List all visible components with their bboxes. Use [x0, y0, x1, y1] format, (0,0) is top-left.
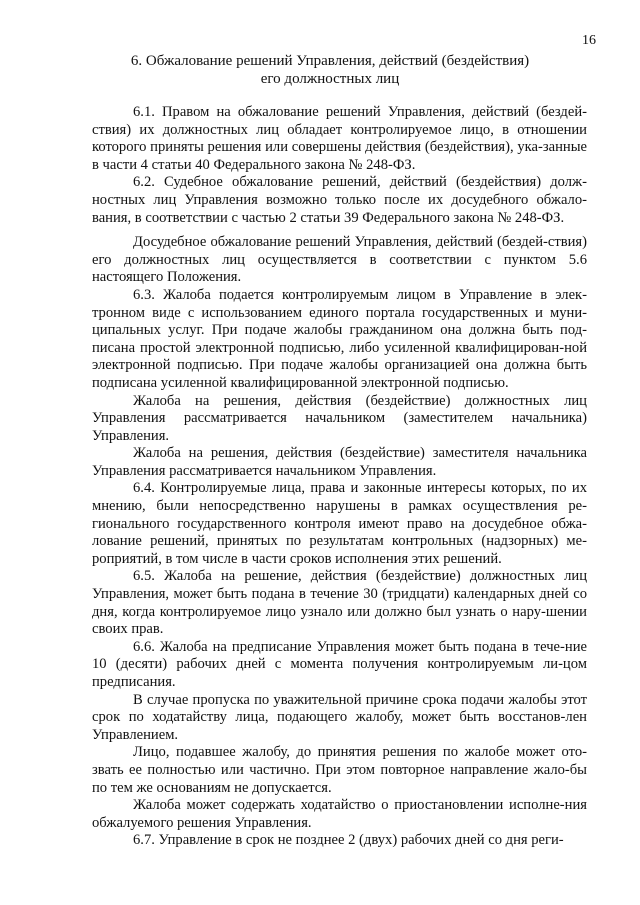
section-title-line-1: 6. Обжалование решений Управления, действий (бездействия) [130, 53, 530, 69]
paragraph-withdraw-complaint: Лицо, подавшее жалобу, до принятия решения по жалобе может ото-звать ее полностью или частично. При этом повторное направление жало-бы по тем же основаниям не допускается. [92, 744, 587, 796]
paragraph-pretrial-appeal: Досудебное обжалование решений Управления, действий (бездей-ствия) его должностных лиц осуществляется в соответствии с пунктом 5.6 настоящего Положения. [92, 234, 587, 286]
paragraph-complaint-officials: Жалоба на решения, действия (бездействие) должностных лиц Управления рассматривается начальником (заместителем начальника) Управления. [92, 392, 587, 444]
paragraph-6-1: 6.1. Правом на обжалование решений Управления, действий (бездей-ствия) их должностных лиц обладает контролируемое лицо, в отношении которого приняты решения или совершены действия (бездействия), ука-занные в части 4 статьи 40 Федерального закона № 248-ФЗ. [92, 104, 587, 173]
document-body [92, 104, 587, 850]
section-heading [90, 52, 570, 88]
paragraph-complaint-deputy: Жалоба на решения, действия (бездействие) заместителя начальника Управления рассматривается начальником Управления. [92, 445, 587, 479]
paragraph-6-7: 6.7. Управление в срок не позднее 2 (двух) рабочих дней со дня реги- [133, 832, 564, 849]
paragraph-6-5: 6.5. Жалоба на решение, действия (бездействие) должностных лиц Управления, может быть подана в течение 30 (тридцати) календарных дней со дня, когда контролируемое лицо узнало или должно был узнать о нару-шении своих прав. [92, 568, 587, 638]
paragraph-deadline-restore: В случае пропуска по уважительной причине срока подачи жалобы этот срок по ходатайству лица, подающего жалобу, может быть восстанов-лен Управлением. [92, 691, 587, 743]
paragraph-6-6: 6.6. Жалоба на предписание Управления может быть подана в тече-ние 10 (десяти) рабочих дней с момента получения контролируемым ли-цом предписания. [92, 638, 587, 690]
page-number: 16 [582, 33, 596, 48]
paragraph-6-3: 6.3. Жалоба подается контролируемым лицом в Управление в элек-тронном виде с использованием единого портала государственных и муни-ципальных услуг. При подаче жалобы гражданином она должна быть под-писана простой электронной подписью, либо усиленной квалифицирован-ной электронной подписью. При подаче жалобы организацией она должна быть подписана усиленной квалифицированной электронной подписью. [92, 286, 587, 391]
paragraph-suspension-request: Жалоба может содержать ходатайство о приостановлении исполне-ния обжалуемого решения Управления. [92, 797, 587, 831]
paragraph-6-4: 6.4. Контролируемые лица, права и законные интересы которых, по их мнению, были непосредственно нарушены в рамках осуществления ре-гионального государственного контроля имеют право на досудебное обжа-лование решений, принятых по результатам контрольных (надзорных) ме-роприятий, в том числе в части сроков исполнения этих решений. [92, 480, 587, 567]
paragraph-6-2: 6.2. Судебное обжалование решений, действий (бездействия) долж-ностных лиц Управления возможно только после их досудебного обжало-вания, в соответствии с частью 2 статьи 39 Федерального закона № 248-ФЗ. [92, 174, 587, 226]
section-title-line-2: его должностных лиц [260, 71, 400, 87]
